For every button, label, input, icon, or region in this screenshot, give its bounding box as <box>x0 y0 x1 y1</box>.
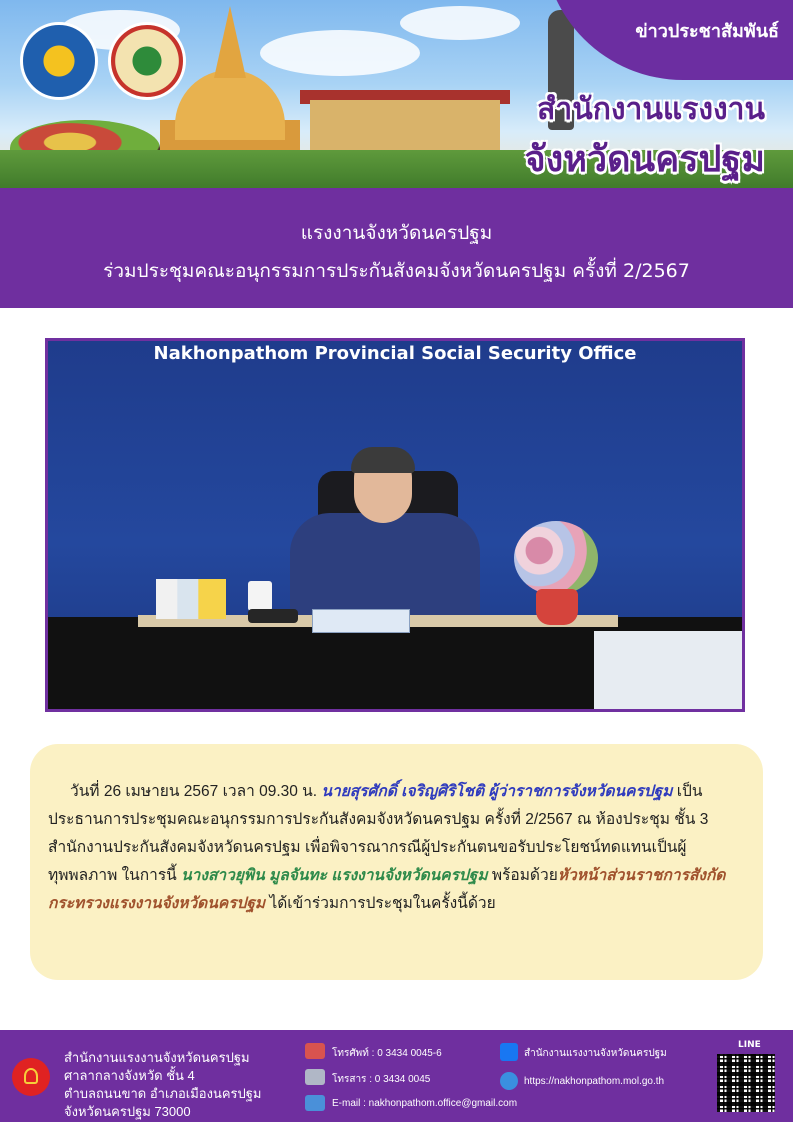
nameplate <box>312 609 410 633</box>
phone-number: โทรศัพท์ : 0 3434 0045-6 <box>332 1048 442 1059</box>
office-logo-icon <box>12 1058 50 1096</box>
website-link[interactable]: https://nakhonpathom.mol.go.th <box>524 1076 665 1087</box>
header-banner <box>0 0 793 188</box>
person-torso <box>290 513 480 623</box>
fax-number: โทรสาร : 0 3434 0045 <box>332 1074 431 1085</box>
news-title-line2: ร่วมประชุมคณะอนุกรรมการประกันสังคมจังหวัดนครปฐม ครั้งที่ 2/2567 <box>103 260 690 282</box>
line-qr-code[interactable] <box>717 1054 775 1112</box>
news-title-line1: แรงงานจังหวัดนครปฐม <box>300 222 493 244</box>
person-hair <box>351 447 415 473</box>
facebook-icon <box>500 1043 518 1061</box>
email-address[interactable]: E-mail : nakhonpathom.office@gmail.com <box>332 1098 518 1109</box>
office-name-line1: สำนักงานแรงงาน <box>537 92 765 127</box>
cloud <box>400 6 520 40</box>
meeting-photo <box>45 338 745 712</box>
address-line: จังหวัดนครปฐม 73000 <box>64 1104 191 1119</box>
globe-icon <box>500 1072 518 1090</box>
phone-icon <box>305 1043 325 1059</box>
stupa-dome <box>175 70 285 140</box>
cloud <box>260 30 420 76</box>
body-text: พร้อมด้วย <box>487 867 558 884</box>
lightbulb-icon <box>24 1068 38 1084</box>
flower-vase <box>536 589 578 625</box>
pr-label: ข่าวประชาสัมพันธ์ <box>635 21 779 42</box>
body-text: ได้เข้าร่วมการประชุมในครั้งนี้ด้วย <box>265 895 496 912</box>
agency-heads: หัวหน้าส่วนราชการสังกัดกระทรวงแรงงานจังหวัดนครปฐม <box>48 867 726 912</box>
office-name-line2: จังหวัดนครปฐม <box>524 139 765 180</box>
fax-icon <box>305 1069 325 1085</box>
body-date: วันที่ 26 เมษายน 2567 เวลา 09.30 น. <box>70 783 322 800</box>
facebook-page[interactable]: สำนักงานแรงงานจังหวัดนครปฐม <box>524 1048 667 1059</box>
cup <box>248 581 272 611</box>
province-seal-logo <box>20 22 98 100</box>
address-line: ตำบลถนนขาด อำเภอเมืองนครปฐม <box>64 1086 262 1101</box>
side-table <box>594 631 745 712</box>
news-body-paragraph <box>48 778 743 918</box>
title-band <box>0 188 793 308</box>
email-icon <box>305 1095 325 1111</box>
news-body-box <box>30 744 763 980</box>
stupa-spire <box>214 6 246 78</box>
address-line: สำนักงานแรงงานจังหวัดนครปฐม <box>64 1050 250 1065</box>
address-line: ศาลากลางจังหวัด ชั้น 4 <box>64 1068 195 1083</box>
photo-backdrop-text: Nakhonpathom Provincial Social Security Office <box>153 343 637 364</box>
microphone <box>248 609 298 623</box>
line-label: LINE <box>738 1040 761 1050</box>
water-bottles <box>156 579 226 619</box>
body-text: เป็นประธานการประชุมคณะอนุกรรมการประกันสังคมจังหวัดนครปฐม ครั้งที่ 2/2567 ณ ห้องประชุม ชั้น 3 สำนักงานประกันสังคมจังหวัดนครปฐม เพื่อพิจารณากรณีผู้ประกันตนขอรับประโยชน์ทดแทนเป็นผู้ทุพพลภาพ ในการนี้ <box>48 783 709 884</box>
governor-name: นายสุรศักดิ์ เจริญศิริโชติ ผู้ว่าราชการจังหวัดนครปฐม <box>321 783 673 800</box>
labour-officer-name: นางสาวยุพิน มูลจันทะ แรงงานจังหวัดนครปฐม <box>181 867 488 884</box>
ministry-labour-logo <box>108 22 186 100</box>
flower-arrangement <box>514 521 598 595</box>
footer <box>0 1030 793 1122</box>
